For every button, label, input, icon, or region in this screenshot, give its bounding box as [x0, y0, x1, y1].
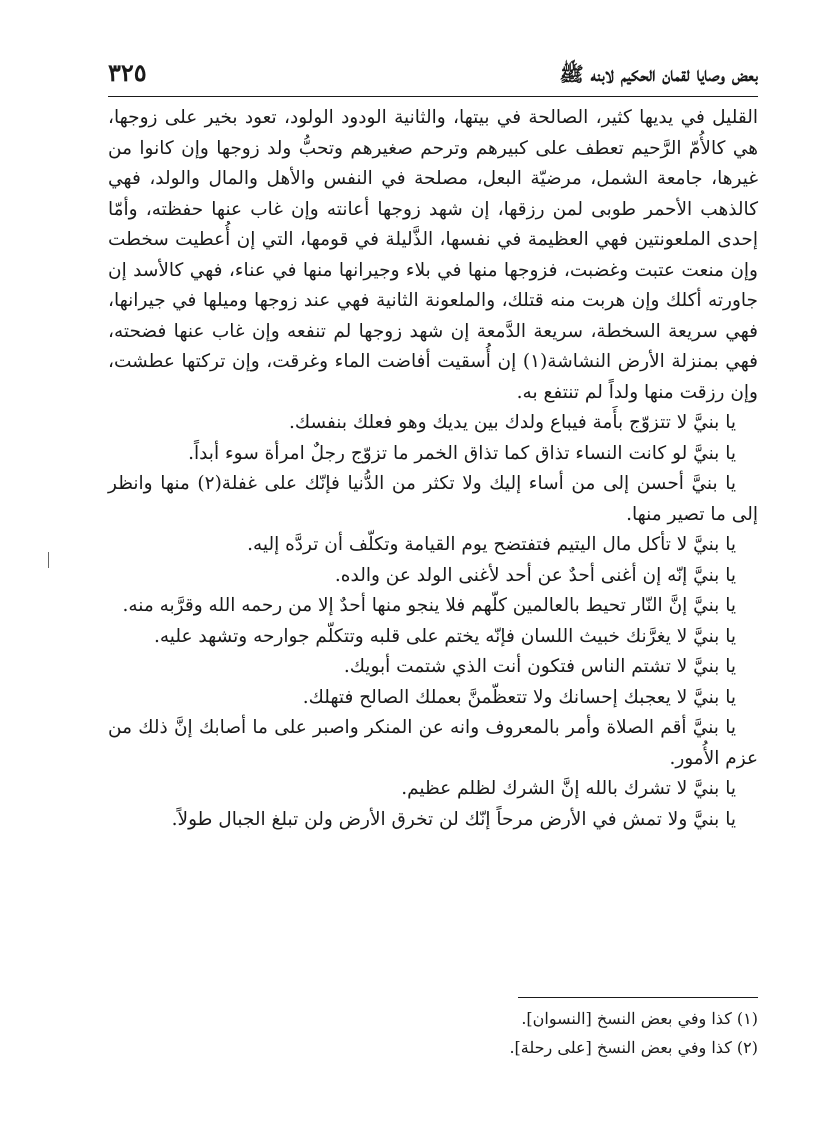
- saying-paragraph: يا بنيَّ إنَّ النّار تحيط بالعالمين كلّهم فلا ينجو منها أحدٌ إلا من رحمه الله وقرَّبه منه.: [122, 595, 736, 616]
- saying-paragraph: يا بنيَّ لو كانت النساء تذاق كما تذاق الخمر ما تزوّج رجلٌ امرأة سوء أبداً.: [188, 442, 736, 464]
- saying-paragraph: يا بنيَّ لا تشرك بالله إنَّ الشرك لظلم عظيم.: [401, 778, 736, 799]
- footnote-divider: [518, 997, 758, 998]
- footnotes: [108, 1004, 758, 1062]
- saying-paragraph: يا بنيَّ لا يغرَّنك خبيث اللسان فإنّه يختم على قلبه وتتكلّم جوارحه وتشهد عليه.: [153, 625, 736, 647]
- running-title: بعض وصايا لقمان الحكيم لابنه ﷺ: [559, 62, 758, 86]
- margin-mark: [48, 552, 49, 568]
- saying-paragraph: يا بنيَّ إنّه إن أغنى أحدٌ عن أحد لأغنى الولد عن والده.: [334, 564, 736, 586]
- body-text: [108, 103, 758, 835]
- saying-paragraph: يا بنيَّ لا يعجبك إحسانك ولا تتعظّمنَّ بعملك الصالح فتهلك.: [302, 686, 736, 708]
- saying-paragraph: يا بنيَّ أقم الصلاة وأمر بالمعروف وانه عن المنكر واصبر على ما أصابك إنَّ ذلك من عزم الأُمور.: [108, 717, 758, 769]
- saying-paragraph: يا بنيَّ لا تتزوّج بأَمة فيباع ولدك بين يديك وهو فعلك بنفسك.: [288, 412, 736, 433]
- opening-paragraph: القليل في يديها كثير، الصالحة في بيتها، والثانية الودود الولود، تعود بخير على زوجها، هي كالأُمّ الرَّحيم تعطف على كبيرهم وترحم صغيرهم وتحبُّ ولد زوجها وإن كانوا من غيرها، جامعة الشمل، مرضيّة البعل، مصلحة في النفس والأهل والمال والولد، فهي كالذهب الأحمر طوبى لمن رزقها، إن شهد زوجها أعانته وإن غاب عنها حفظته، وأمّا إحدى الملعونتين فهي العظيمة في نفسها، الذَّليلة في قومها، التي إن أُعطيت سخطت وإن منعت عتبت وغضبت، فزوجها منها في بلاء وجيرانها منها في عناء، فهي كالأسد إن جاورته أكلك وإن هربت منه قتلك، والملعونة الثانية فهي عند زوجها وميلها في جيرانها، فهي سريعة السخطة، سريعة الدَّمعة إن شهد زوجها لم تنفعه وإن غاب عنها فضحته، فهي بمنزلة الأرض النشاشة(١) إن أُسقيت أفاضت الماء وغرقت، وإن تركتها عطشت، وإن رزقت منها ولداً لم تنتفع به.: [108, 107, 759, 403]
- saying-paragraph: يا بنيَّ ولا تمش في الأرض مرحاً إنّك لن تخرق الأرض ولن تبلغ الجبال طولاً.: [171, 808, 736, 830]
- header-divider: [108, 96, 758, 97]
- saying-paragraph: يا بنيَّ لا تشتم الناس فتكون أنت الذي شتمت أبويك.: [343, 656, 736, 677]
- footnote-1: (١) كذا وفي بعض النسخ [النسوان].: [521, 1009, 758, 1028]
- footnote-2: (٢) كذا وفي بعض النسخ [على رحلة].: [509, 1038, 758, 1057]
- page-number: ٣٢٥: [108, 58, 147, 87]
- running-header: [108, 58, 758, 94]
- saying-paragraph: يا بنيَّ أحسن إلى من أساء إليك ولا تكثر من الدُّنيا فإنّك على غفلة(٢) منها وانظر إلى ما تصير منها.: [108, 473, 758, 525]
- saying-paragraph: يا بنيَّ لا تأكل مال اليتيم فتفتضح يوم القيامة وتكلّف أن تردَّه إليه.: [247, 534, 736, 555]
